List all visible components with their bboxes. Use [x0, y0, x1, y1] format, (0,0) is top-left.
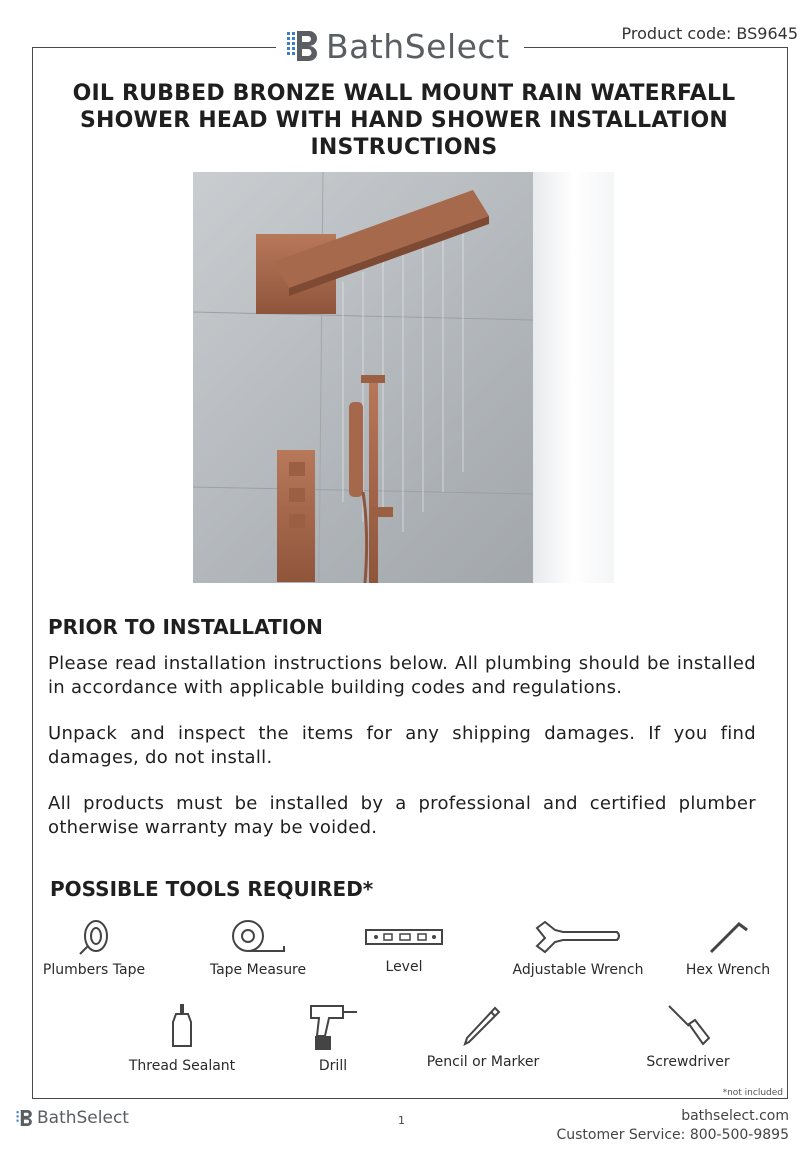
page-title: OIL RUBBED BRONZE WALL MOUNT RAIN WATERFALL SHOWER HEAD WITH HAND SHOWER INSTALLATION INSTRUCTIONS	[72, 81, 736, 160]
prior-paragraph-2: Unpack and inspect the items for any shipping damages. If you find damages, do not install.	[48, 723, 756, 768]
tool-label: Pencil or Marker	[426, 1054, 540, 1070]
hex-wrench-icon	[703, 918, 753, 958]
brand-logo	[276, 22, 524, 70]
footer-brand: BathSelect	[37, 1108, 129, 1128]
bathselect-logo-icon	[16, 1109, 34, 1127]
tool-label: Tape Measure	[209, 962, 307, 978]
not-included-note: *not included	[722, 1088, 783, 1098]
tool-label: Drill	[318, 1058, 348, 1074]
website-link[interactable]: bathselect.com	[681, 1108, 789, 1124]
adjustable-wrench-icon	[533, 918, 623, 958]
tool-drill	[300, 1002, 366, 1074]
bathselect-logo-icon	[286, 29, 320, 63]
plumbers-tape-icon	[76, 918, 112, 958]
tool-level	[362, 925, 446, 975]
tool-hex-wrench	[680, 918, 776, 978]
prior-heading: PRIOR TO INSTALLATION	[48, 615, 323, 639]
product-code: Product code: BS9645	[614, 24, 808, 43]
tool-label: Thread Sealant	[128, 1058, 236, 1074]
tool-adjustable-wrench	[508, 918, 648, 978]
tape-measure-icon	[228, 918, 288, 958]
tool-label: Screwdriver	[646, 1054, 730, 1070]
level-icon	[364, 925, 444, 949]
thread-sealant-icon	[167, 1002, 197, 1050]
screwdriver-icon	[663, 1000, 713, 1048]
tool-pencil	[420, 1002, 546, 1070]
customer-service: Customer Service: 800-500-9895	[556, 1127, 789, 1143]
tool-label: Plumbers Tape	[42, 962, 146, 978]
tools-heading: POSSIBLE TOOLS REQUIRED*	[50, 877, 374, 901]
footer-logo	[16, 1108, 129, 1128]
tool-tape-measure	[205, 918, 311, 978]
tool-label: Hex Wrench	[685, 962, 771, 978]
product-photo	[193, 172, 614, 583]
tool-thread-sealant	[126, 1002, 238, 1074]
contact-info	[556, 1107, 789, 1145]
brand-name: BathSelect	[326, 26, 510, 66]
tool-label: Adjustable Wrench	[512, 962, 644, 978]
tool-screwdriver	[638, 1000, 738, 1070]
page-number: 1	[398, 1114, 405, 1127]
prior-paragraph-1: Please read installation instructions below. All plumbing should be installed in accordance with applicable building codes and regulations.	[48, 653, 756, 698]
drill-icon	[305, 1002, 361, 1052]
tool-label: Level	[385, 959, 423, 975]
tool-plumbers-tape	[38, 918, 150, 978]
prior-paragraph-3: All products must be installed by a professional and certified plumber otherwise warranty may be voided.	[48, 793, 756, 838]
pencil-icon	[461, 1002, 505, 1046]
